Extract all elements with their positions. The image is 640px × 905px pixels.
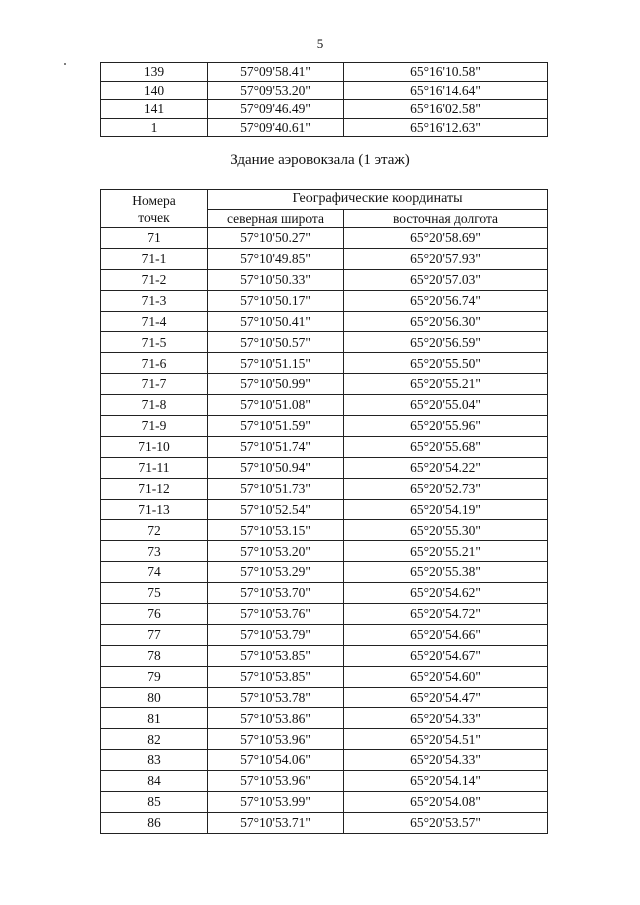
point-number-cell: 72: [101, 520, 208, 541]
latitude-cell: 57°10'50.99": [208, 374, 344, 395]
point-number-cell: 79: [101, 666, 208, 687]
header-east-longitude: восточная долгота: [344, 209, 548, 227]
point-number-cell: 81: [101, 708, 208, 729]
point-number-cell: 82: [101, 729, 208, 750]
latitude-cell: 57°10'54.06": [208, 750, 344, 771]
point-number-cell: 77: [101, 624, 208, 645]
table-row: [101, 374, 548, 395]
scan-speck: [64, 63, 66, 65]
longitude-cell: 65°20'55.38": [344, 562, 548, 583]
latitude-cell: 57°10'53.76": [208, 604, 344, 625]
table-row: [101, 100, 548, 119]
table-row: [101, 812, 548, 833]
latitude-cell: 57°10'49.85": [208, 248, 344, 269]
table-row: [101, 290, 548, 311]
continuation-table-body: [101, 63, 548, 137]
table-row: [101, 604, 548, 625]
longitude-cell: 65°20'54.60": [344, 666, 548, 687]
point-number-cell: 74: [101, 562, 208, 583]
point-number-cell: 71-5: [101, 332, 208, 353]
latitude-cell: 57°10'50.33": [208, 269, 344, 290]
longitude-cell: 65°16'12.63": [344, 118, 548, 137]
table-row: [101, 478, 548, 499]
table-row: [101, 118, 548, 137]
latitude-cell: 57°10'51.08": [208, 395, 344, 416]
header-point-numbers-line2: точек: [138, 209, 170, 225]
latitude-cell: 57°10'53.15": [208, 520, 344, 541]
point-number-cell: 86: [101, 812, 208, 833]
longitude-cell: 65°20'54.47": [344, 687, 548, 708]
longitude-cell: 65°20'55.50": [344, 353, 548, 374]
latitude-cell: 57°10'51.15": [208, 353, 344, 374]
section-title: Здание аэровокзала (1 этаж): [230, 152, 410, 168]
point-number-cell: 71-2: [101, 269, 208, 290]
continuation-coordinates-table: [100, 62, 548, 137]
point-number-cell: 71-1: [101, 248, 208, 269]
table-row: [101, 687, 548, 708]
table-row: [101, 520, 548, 541]
latitude-cell: 57°10'50.41": [208, 311, 344, 332]
table-row: [101, 457, 548, 478]
longitude-cell: 65°20'55.96": [344, 416, 548, 437]
terminal-coordinates-table: [100, 189, 548, 834]
longitude-cell: 65°20'55.21": [344, 374, 548, 395]
longitude-cell: 65°20'54.51": [344, 729, 548, 750]
point-number-cell: 76: [101, 604, 208, 625]
table-row: [101, 395, 548, 416]
table-row: [101, 541, 548, 562]
header-geographic-coordinates: Географические координаты: [208, 190, 548, 210]
table-row: [101, 624, 548, 645]
latitude-cell: 57°10'53.96": [208, 729, 344, 750]
table-row: [101, 708, 548, 729]
latitude-cell: 57°10'50.57": [208, 332, 344, 353]
latitude-cell: 57°10'53.29": [208, 562, 344, 583]
point-number-cell: 85: [101, 792, 208, 813]
longitude-cell: 65°20'54.33": [344, 750, 548, 771]
table-row: [101, 63, 548, 82]
longitude-cell: 65°20'54.08": [344, 792, 548, 813]
latitude-cell: 57°10'51.59": [208, 416, 344, 437]
longitude-cell: 65°20'54.72": [344, 604, 548, 625]
point-number-cell: 71-9: [101, 416, 208, 437]
terminal-table-body: [101, 228, 548, 834]
longitude-cell: 65°16'10.58": [344, 63, 548, 82]
point-number-cell: 71-7: [101, 374, 208, 395]
point-number-cell: 71-4: [101, 311, 208, 332]
longitude-cell: 65°20'58.69": [344, 228, 548, 249]
latitude-cell: 57°10'50.17": [208, 290, 344, 311]
table-row: [101, 562, 548, 583]
latitude-cell: 57°10'53.70": [208, 583, 344, 604]
latitude-cell: 57°10'53.85": [208, 645, 344, 666]
table-row: [101, 311, 548, 332]
point-number-cell: 71-11: [101, 457, 208, 478]
point-number-cell: 71-13: [101, 499, 208, 520]
page-number: 5: [316, 36, 324, 51]
table-row: [101, 332, 548, 353]
latitude-cell: 57°09'40.61": [208, 118, 344, 137]
longitude-cell: 65°20'55.21": [344, 541, 548, 562]
latitude-cell: 57°10'53.86": [208, 708, 344, 729]
longitude-cell: 65°20'54.33": [344, 708, 548, 729]
point-number-cell: 73: [101, 541, 208, 562]
header-point-numbers-line1: Номера: [132, 192, 176, 208]
longitude-cell: 65°20'57.03": [344, 269, 548, 290]
longitude-cell: 65°20'56.74": [344, 290, 548, 311]
table-row: [101, 248, 548, 269]
longitude-cell: 65°20'54.67": [344, 645, 548, 666]
point-number-cell: 71-6: [101, 353, 208, 374]
longitude-cell: 65°20'53.57": [344, 812, 548, 833]
latitude-cell: 57°10'53.85": [208, 666, 344, 687]
table-row: [101, 666, 548, 687]
latitude-cell: 57°10'53.96": [208, 771, 344, 792]
latitude-cell: 57°09'46.49": [208, 100, 344, 119]
longitude-cell: 65°20'52.73": [344, 478, 548, 499]
point-number-cell: 78: [101, 645, 208, 666]
table-row: [101, 645, 548, 666]
longitude-cell: 65°16'14.64": [344, 81, 548, 100]
table-row: [101, 499, 548, 520]
table-row: [101, 792, 548, 813]
table-row: [101, 583, 548, 604]
table-row: [101, 750, 548, 771]
longitude-cell: 65°20'57.93": [344, 248, 548, 269]
latitude-cell: 57°10'53.79": [208, 624, 344, 645]
latitude-cell: 57°10'50.27": [208, 228, 344, 249]
point-number-cell: 71-8: [101, 395, 208, 416]
point-number-cell: 1: [101, 118, 208, 137]
longitude-cell: 65°20'54.22": [344, 457, 548, 478]
table-row: [101, 269, 548, 290]
longitude-cell: 65°20'55.04": [344, 395, 548, 416]
latitude-cell: 57°10'50.94": [208, 457, 344, 478]
latitude-cell: 57°10'53.78": [208, 687, 344, 708]
longitude-cell: 65°20'55.68": [344, 436, 548, 457]
table-row: [101, 81, 548, 100]
point-number-cell: 75: [101, 583, 208, 604]
latitude-cell: 57°10'53.20": [208, 541, 344, 562]
longitude-cell: 65°20'54.19": [344, 499, 548, 520]
table-row: [101, 436, 548, 457]
latitude-cell: 57°10'51.73": [208, 478, 344, 499]
latitude-cell: 57°10'53.99": [208, 792, 344, 813]
table-row: [101, 771, 548, 792]
point-number-cell: 141: [101, 100, 208, 119]
latitude-cell: 57°10'52.54": [208, 499, 344, 520]
point-number-cell: 140: [101, 81, 208, 100]
point-number-cell: 83: [101, 750, 208, 771]
point-number-cell: 84: [101, 771, 208, 792]
latitude-cell: 57°10'51.74": [208, 436, 344, 457]
longitude-cell: 65°20'56.59": [344, 332, 548, 353]
table-row: [101, 729, 548, 750]
longitude-cell: 65°20'54.62": [344, 583, 548, 604]
point-number-cell: 71-10: [101, 436, 208, 457]
latitude-cell: 57°09'53.20": [208, 81, 344, 100]
header-north-latitude: северная широта: [208, 209, 344, 227]
longitude-cell: 65°20'56.30": [344, 311, 548, 332]
latitude-cell: 57°09'58.41": [208, 63, 344, 82]
point-number-cell: 71-12: [101, 478, 208, 499]
table-header: [101, 190, 548, 228]
longitude-cell: 65°16'02.58": [344, 100, 548, 119]
table-row: [101, 416, 548, 437]
point-number-cell: 71-3: [101, 290, 208, 311]
longitude-cell: 65°20'54.66": [344, 624, 548, 645]
table-row: [101, 228, 548, 249]
point-number-cell: 80: [101, 687, 208, 708]
point-number-cell: 71: [101, 228, 208, 249]
header-point-numbers: [101, 190, 208, 228]
point-number-cell: 139: [101, 63, 208, 82]
latitude-cell: 57°10'53.71": [208, 812, 344, 833]
table-row: [101, 353, 548, 374]
longitude-cell: 65°20'54.14": [344, 771, 548, 792]
longitude-cell: 65°20'55.30": [344, 520, 548, 541]
